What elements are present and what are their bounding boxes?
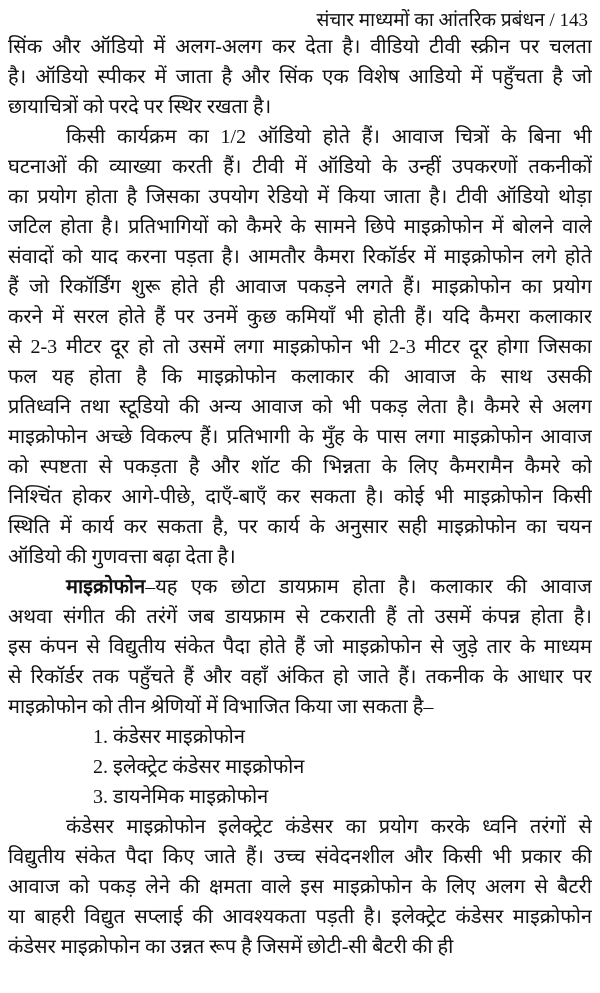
text-line: अथवा संगीत की तरंगें जब डायफ्राम से टकराती हैं तो उसमें कंपन्न होता है। (8, 606, 592, 628)
text-line: स्थिति में कार्य कर सकता है, पर कार्य के अनुसार सही माइक्रोफोन का चयन (8, 516, 592, 538)
text-line: माइक्रोफोन को तीन श्रेणियों में विभाजित किया जा सकता है– (8, 696, 434, 718)
text-line: घटनाओं की व्याख्या करती हैं। टीवी में ऑडियो के उन्हीं उपकरणों तकनीकों (8, 156, 592, 178)
text-line: फल यह होता है कि माइक्रोफोन कलाकार की आवाज के साथ उसकी (8, 366, 592, 388)
paragraph (8, 572, 592, 722)
text-line: जटिल होता है। प्रतिभागियों को कैमरे के सामने छिपे माइक्रोफोन में बोलने वाले (8, 216, 592, 238)
text-line: का प्रयोग होता है जिसका उपयोग रेडियो में किया जाता है। टीवी ऑडियो थोड़ा (8, 186, 592, 208)
line-text: –यह एक छोटा डायफ्राम होता है। कलाकार की आवाज (145, 576, 592, 598)
text-line (8, 572, 592, 602)
text-line: से 2-3 मीटर दूर हो तो उसमें लगा माइक्रोफोन भी 2-3 मीटर दूर होगा जिसका (8, 336, 592, 358)
numbered-list (8, 722, 592, 812)
text-line: करने में सरल होते हैं पर उनमें कुछ कमियाँ भी होती हैं। यदि कैमरा कलाकार (8, 306, 592, 328)
text-line: ऑडियो की गुणवत्ता बढ़ा देता है। (8, 546, 236, 568)
list-item: 3. डायनेमिक माइक्रोफोन (93, 786, 269, 808)
text-line: हैं जो रिकॉर्डिंग शुरू होते ही आवाज पकड़ने लगते हैं। माइक्रोफोन का प्रयोग (8, 276, 592, 298)
paragraph (8, 32, 592, 122)
text-line: कंडेसर माइक्रोफोन का उन्नत रूप है जिसमें छोटी-सी बैटरी की ही (8, 936, 454, 958)
text-line: निश्चिंत होकर आगे-पीछे, दाएँ-बाएँ कर सकता है। कोई भी माइक्रोफोन किसी (8, 486, 592, 508)
running-header: संचार माध्यमों का आंतरिक प्रबंधन / 143 (316, 10, 588, 31)
text-line: विद्युतीय संकेत पैदा किए जाते हैं। उच्च संवेदनशील और किसी भी प्रकार की (8, 846, 592, 868)
page-body (8, 32, 592, 962)
text-line: या बाहरी विद्युत सप्लाई की आवश्यकता पड़ती है। इलेक्ट्रेट कंडेसर माइक्रोफोन (8, 906, 592, 928)
list-item: 2. इलेक्ट्रेट कंडेसर माइक्रोफोन (93, 756, 305, 778)
list-item: 1. कंडेसर माइक्रोफोन (93, 726, 245, 748)
paragraph (8, 122, 592, 572)
text-line: आवाज को पकड़ लेने की क्षमता वाले इस माइक्रोफोन के लिए अलग से बैटरी (8, 876, 592, 898)
text-line: कंडेसर माइक्रोफोन इलेक्ट्रेट कंडेसर का प्रयोग करके ध्वनि तरंगों से (66, 816, 592, 838)
text-line: इस कंपन से विद्युतीय संकेत पैदा होते हैं जो माइक्रोफोन से जुड़े तार के माध्यम (8, 636, 592, 658)
text-line: से रिकॉर्डर तक पहुँचते हैं और वहाँ अंकित हो जाते हैं। तकनीक के आधार पर (8, 666, 592, 688)
text-line: किसी कार्यक्रम का 1/2 ऑडियो होते हैं। आवाज चित्रों के बिना भी (66, 126, 592, 148)
text-line: सिंक और ऑडियो में अलग-अलग कर देता है। वीडियो टीवी स्क्रीन पर चलता (8, 36, 592, 58)
bold-term: माइक्रोफोन (66, 576, 146, 598)
text-line: संवादों को याद करना पड़ता है। आमतौर कैमरा रिकॉर्डर में माइक्रोफोन लगे होते (8, 246, 592, 268)
text-line: प्रतिध्वनि तथा स्टूडियो की अन्य आवाज को भी पकड़ लेता है। कैमरे से अलग (8, 396, 592, 418)
paragraph (8, 812, 592, 962)
text-line: को स्पष्टता से पकड़ता है और शॉट की भिन्नता के लिए कैमरामैन कैमरे को (8, 456, 592, 478)
text-line: है। ऑडियो स्पीकर में जाता है और सिंक एक विशेष आडियो में पहुँचता है जो (8, 66, 592, 88)
text-line: माइक्रोफोन अच्छे विकल्प हैं। प्रतिभागी के मुँह के पास लगा माइक्रोफोन आवाज (8, 426, 592, 448)
text-line: छायाचित्रों को परदे पर स्थिर रखता है। (8, 96, 272, 118)
